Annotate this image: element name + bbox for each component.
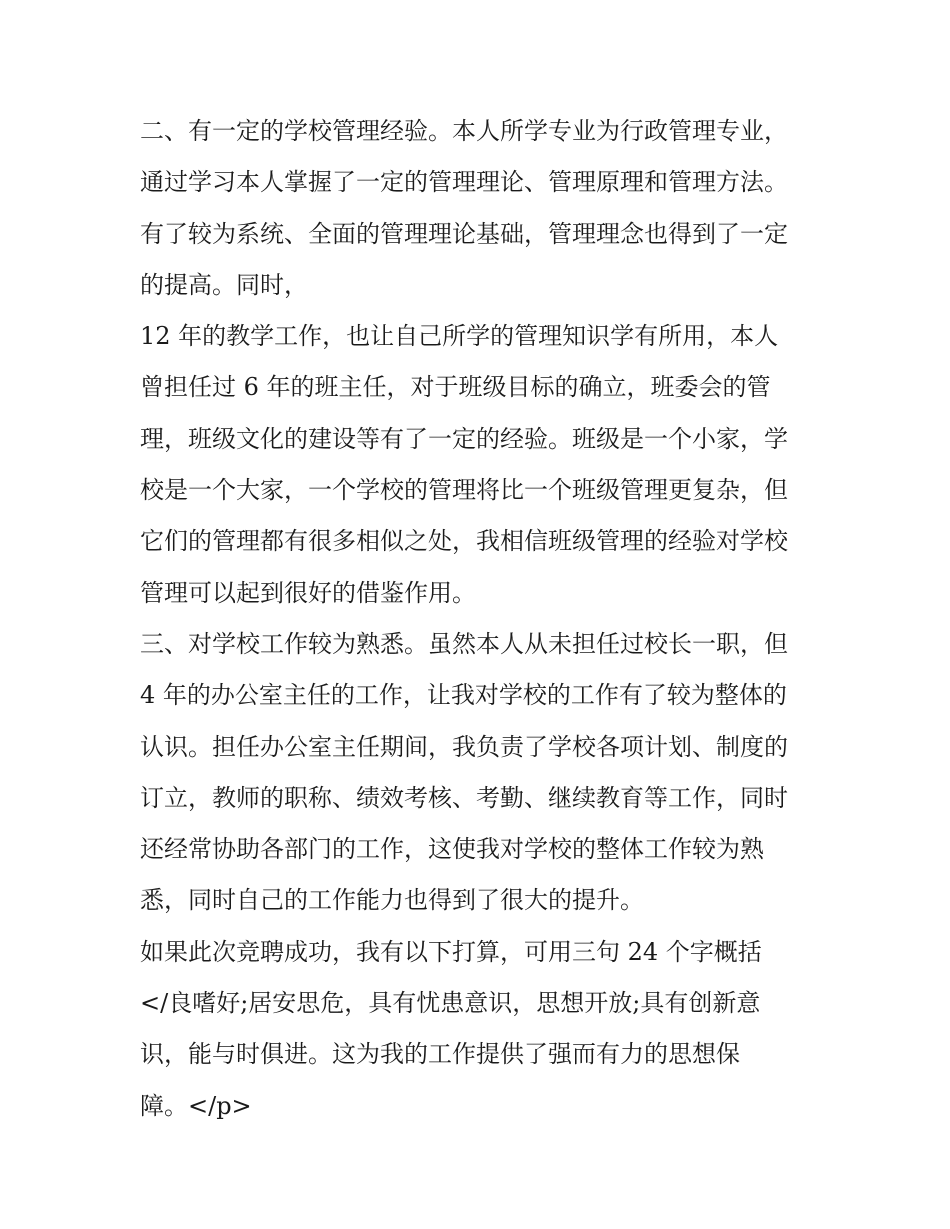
body-text bbox=[140, 106, 830, 1132]
text-line: 有了较为系统、全面的管理理论基础，管理理念也得到了一定 bbox=[140, 219, 788, 248]
text-line: </良嗜好;居安思危，具有忧患意识，思想开放;具有创新意 bbox=[140, 989, 761, 1018]
text-line: 4 年的办公室主任的工作，让我对学校的工作有了较为整体的 bbox=[140, 681, 787, 710]
text-line: 障。</p> bbox=[140, 1091, 252, 1120]
text-line: 还经常协助各部门的工作，这使我对学校的整体工作较为熟 bbox=[140, 835, 764, 864]
text-line: 二、有一定的学校管理经验。本人所学专业为行政管理专业， bbox=[140, 117, 788, 145]
text-line: 订立，教师的职称、绩效考核、考勤、继续教育等工作，同时 bbox=[140, 783, 788, 812]
text-line: 的提高。同时， bbox=[140, 270, 308, 299]
text-line: 曾担任过 6 年的班主任，对于班级目标的确立，班委会的管 bbox=[140, 373, 771, 402]
text-line: 管理可以起到很好的借鉴作用。 bbox=[140, 578, 476, 607]
text-line: 12 年的教学工作，也让自己所学的管理知识学有所用，本人 bbox=[140, 322, 779, 351]
text-line: 理，班级文化的建设等有了一定的经验。班级是一个小家，学 bbox=[140, 424, 788, 453]
text-line: 三、对学校工作较为熟悉。虽然本人从未担任过校长一职，但 bbox=[140, 629, 788, 658]
text-line: 认识。担任办公室主任期间，我负责了学校各项计划、制度的 bbox=[140, 732, 788, 761]
text-line: 如果此次竞聘成功，我有以下打算，可用三句 24 个字概括 bbox=[140, 937, 762, 966]
text-line: 它们的管理都有很多相似之处，我相信班级管理的经验对学校 bbox=[140, 527, 788, 556]
text-line: 通过学习本人掌握了一定的管理理论、管理原理和管理方法。 bbox=[140, 168, 788, 197]
text-line: 识，能与时俱进。这为我的工作提供了强而有力的思想保 bbox=[140, 1040, 740, 1069]
text-line: 校是一个大家，一个学校的管理将比一个班级管理更复杂，但 bbox=[140, 476, 788, 505]
text-line: 悉，同时自己的工作能力也得到了很大的提升。 bbox=[140, 886, 644, 915]
